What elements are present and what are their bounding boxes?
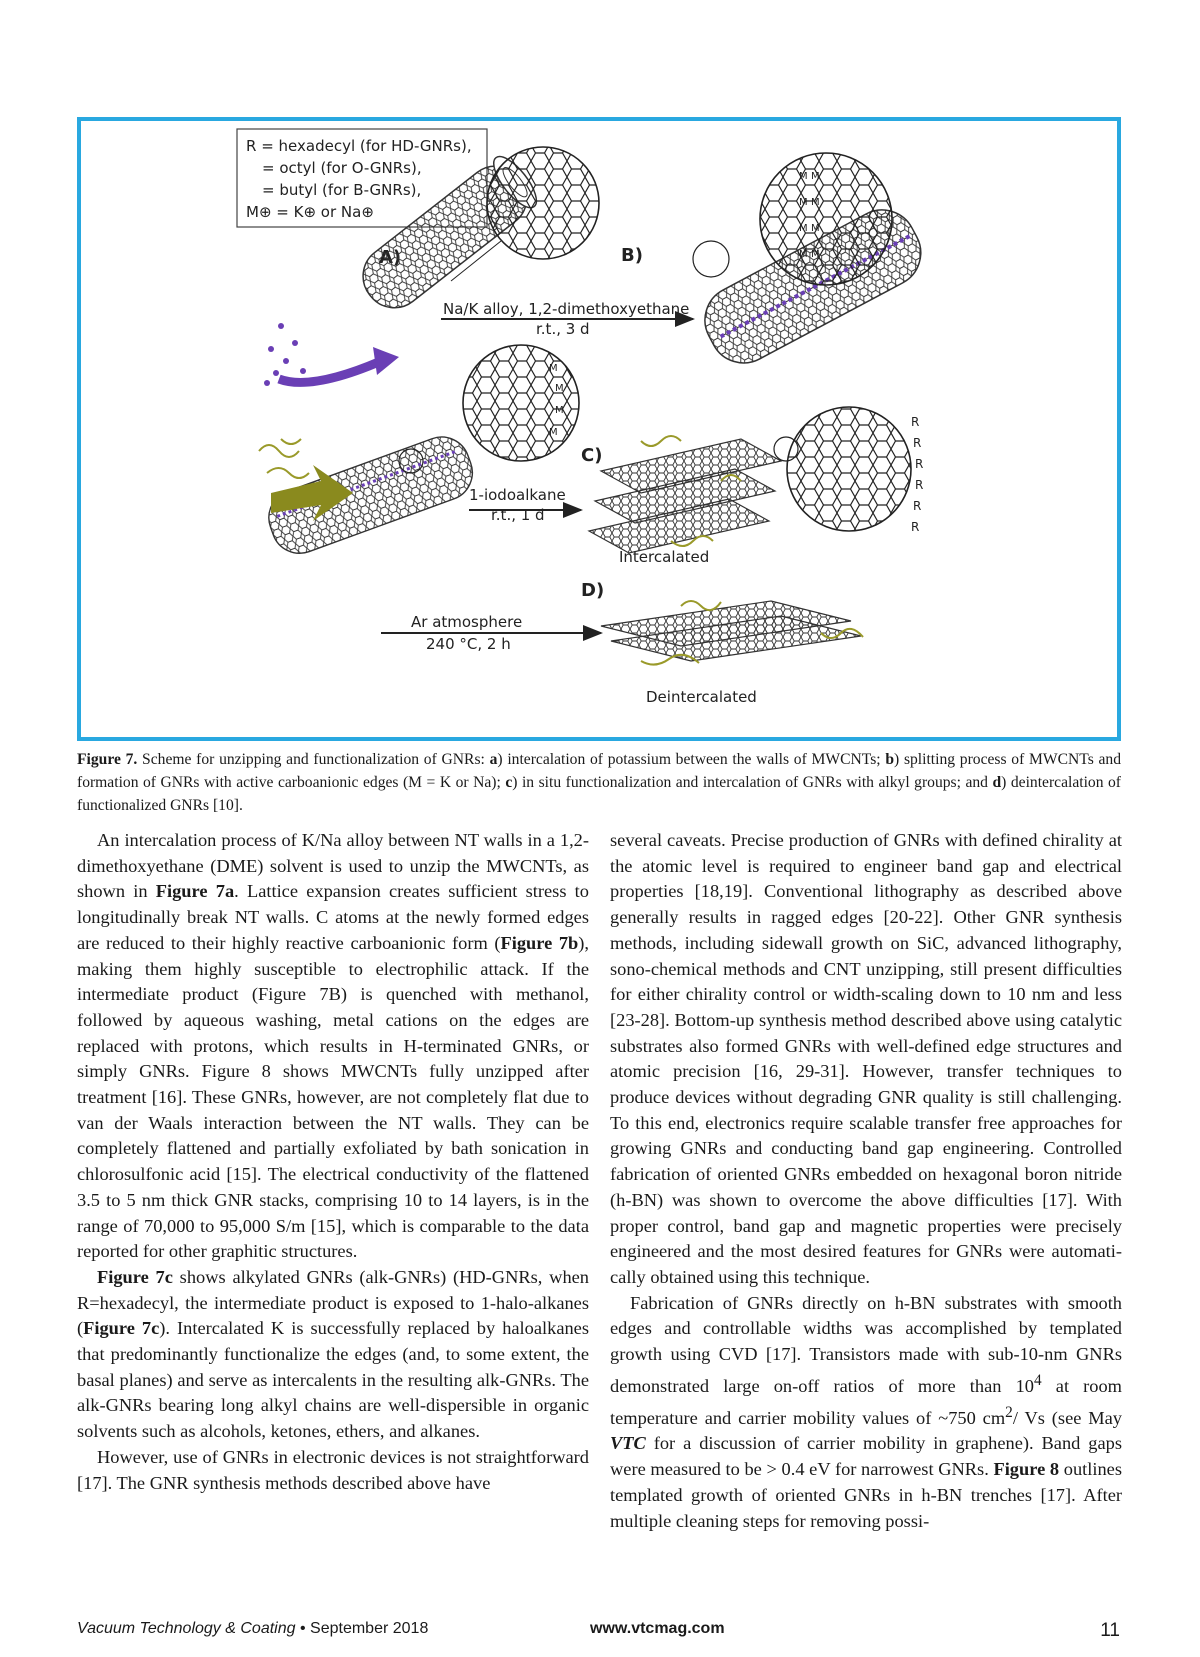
zoom-circle-b bbox=[760, 153, 892, 285]
svg-text:R: R bbox=[911, 520, 920, 534]
paragraph-2: Figure 7c shows alkylated GNRs (alk-GNRs) (HD-GNRs, when R=hexadecyl, the intermediate product is exposed to 1-halo-alkanes (Figure 7c). Intercalated K is successfully replaced by haloalkanes that predominantly functionalize the edges (and, to some extent, the basal planes) and serve as intercalents in the resulting alk-GNRs. The alk-GNRs bearing long alkyl chains are well-dispersible in organic solvents such as alcohols, ketones, ethers, and alkanes. bbox=[77, 1266, 590, 1442]
svg-text:M: M bbox=[811, 249, 820, 260]
panel-c-label: C) bbox=[581, 445, 603, 466]
svg-text:M: M bbox=[555, 383, 564, 394]
footer-journal: Vacuum Technology & Coating • September 2018 bbox=[77, 1620, 429, 1637]
page-number: 11 bbox=[1100, 1620, 1120, 1641]
zoom-circle-c-left bbox=[463, 345, 579, 461]
step3-reagent: Ar atmosphere bbox=[411, 613, 523, 631]
svg-text:M: M bbox=[549, 363, 558, 374]
paragraph-4: several caveats. Precise production of GNRs with defined chirality at the atomic level is required to engineer band gap and electrical properties [18,19]. Conventional lithography as described above generally results in ragged edges [20-22]. Other GNR synthesis methods, including sidewall growth on SiC, advanced lithography, sono-chemical methods and CNT unzipping, still present difficulties for either chirality control or width-scaling down to 10 nm and less [23-28]. Bottom-up synthesis method described above using catalytic substrates also formed GNRs with well-defined edge structures and atomic precision [16, 29-31]. However, transfer techniques to produce devices without degrading GNR quality is still challenging. To this end, electronics require scalable transfer free approaches for growing GNRs and conducting band gap engineering. Controlled fabrication of oriented GNRs embedded on hexagonal boron nitride (h-BN) was shown to overcome the above difficulties [17]. With proper control, band gap and magnetic properties were precisely engineered and the most desired features for GNRs were automatically obtained using this technique. bbox=[610, 830, 1122, 1287]
intercalation-arrow bbox=[279, 361, 381, 382]
svg-text:R: R bbox=[911, 415, 920, 429]
footer-url[interactable]: www.vtcmag.com bbox=[590, 1620, 725, 1637]
svg-text:R: R bbox=[913, 499, 922, 513]
svg-text:M: M bbox=[799, 171, 808, 182]
figure-7-scheme bbox=[81, 121, 1117, 737]
paragraph-3: However, use of GNRs in electronic devices is not straightforward [17]. The GNR synthesis methods described above have bbox=[77, 1446, 589, 1493]
svg-text:R: R bbox=[915, 478, 924, 492]
svg-text:R: R bbox=[913, 436, 922, 450]
intercalated-gnr-stack bbox=[589, 436, 781, 553]
svg-text:M: M bbox=[549, 427, 558, 438]
body-column-left bbox=[77, 828, 589, 1496]
edge-groups-r bbox=[911, 415, 923, 534]
legend-line-4: M⊕ = K⊕ or Na⊕ bbox=[246, 203, 374, 221]
paragraph-1: An intercalation process of K/Na alloy between NT walls in a 1,2-dimethoxyethane (DME) solvent is used to unzip the MWCNTs, as shown in Figure 7a. Lattice expansion creates sufficient stress to longitudinally break NT walls. C atoms at the newly formed edges are reduced to their highly reactive carboanionic form (Figure 7b), making them highly susceptible to electrophilic attack. If the intermediate product (Figure 7B) is quenched with methanol, followed by aqueous washing, metal cations on the edges are replaced with protons, which results in H-terminated GNRs, or simply GNRs. Figure 8 shows MWCNTs fully unzipped after treatment [16]. These GNRs, however, are not completely flat due to van der Waals interaction between the NT walls. They can be completely flattened and partially exfoliated by bath sonication in chlorosulfonic acid [15]. The electrical conductivity of the flattened 3.5 to 5 nm thick GNR stacks, comprising 10 to 14 layers, is in the range of 70,000 to 95,000 S/m [15], which is comparable to the data reported for other graphitic structures. bbox=[77, 830, 590, 1262]
panel-b-label: B) bbox=[621, 245, 643, 266]
zoom-circle-a bbox=[487, 147, 599, 259]
svg-text:M: M bbox=[811, 223, 820, 234]
alkyl-chains-left bbox=[259, 439, 309, 478]
legend-line-1: R = hexadecyl (for HD-GNRs), bbox=[246, 137, 472, 155]
step1-conditions: r.t., 3 d bbox=[536, 320, 590, 338]
figure-7-frame bbox=[77, 117, 1121, 741]
figure-caption: Figure 7. Scheme for unzipping and functionalization of GNRs: a) intercalation of potassium between the walls of MWCNTs; b) splitting process of MWCNTs and formation of GNRs with active carboanionic edges (M = K or Na); c) in situ functionalization and intercalation of GNRs with alkyl groups; and d) deintercalation of functionalized GNRs [10]. bbox=[77, 751, 1122, 814]
panel-d-label: D) bbox=[581, 580, 605, 601]
svg-text:M: M bbox=[811, 171, 820, 182]
svg-text:M: M bbox=[799, 223, 808, 234]
paragraph-5: Fabrication of GNRs directly on h-BN substrates with smooth edges and controllable widths was accomplished by templated growth using CVD [17]. Transistors made with sub-10-nm GNRs demonstrated large on-off ratios of more than $10^4$ at room temperature and carrier mobility values of ~750 $cm^2/$ Vs (see May VTC for a discussion of carrier mobility in graphene). Band gaps were measured to be > 0.4 eV for narrowest GNRs. Figure 8 outlines templated growth of oriented GNRs in h-BN trenches [17]. After multiple cleaning steps for removing possi- bbox=[610, 1292, 1123, 1531]
zoom-circle-c-right bbox=[787, 407, 911, 531]
svg-text:M: M bbox=[799, 249, 808, 260]
deintercalated-label: Deintercalated bbox=[646, 688, 757, 706]
body-column-right bbox=[610, 828, 1122, 1534]
step2-conditions: r.t., 1 d bbox=[491, 506, 545, 524]
step1-reagent: Na/K alloy, 1,2-dimethoxyethane bbox=[443, 300, 690, 318]
step2-reagent: 1-iodoalkane bbox=[469, 486, 566, 504]
intercalated-label: Intercalated bbox=[619, 548, 710, 566]
svg-text:M: M bbox=[811, 197, 820, 208]
step3-conditions: 240 °C, 2 h bbox=[426, 635, 511, 653]
legend-line-3: = butyl (for B-GNRs), bbox=[262, 181, 422, 199]
svg-text:M: M bbox=[555, 405, 564, 416]
svg-text:R: R bbox=[915, 457, 924, 471]
svg-text:M: M bbox=[799, 197, 808, 208]
legend-line-2: = octyl (for O-GNRs), bbox=[262, 159, 422, 177]
deintercalated-gnr-stack bbox=[601, 601, 863, 665]
